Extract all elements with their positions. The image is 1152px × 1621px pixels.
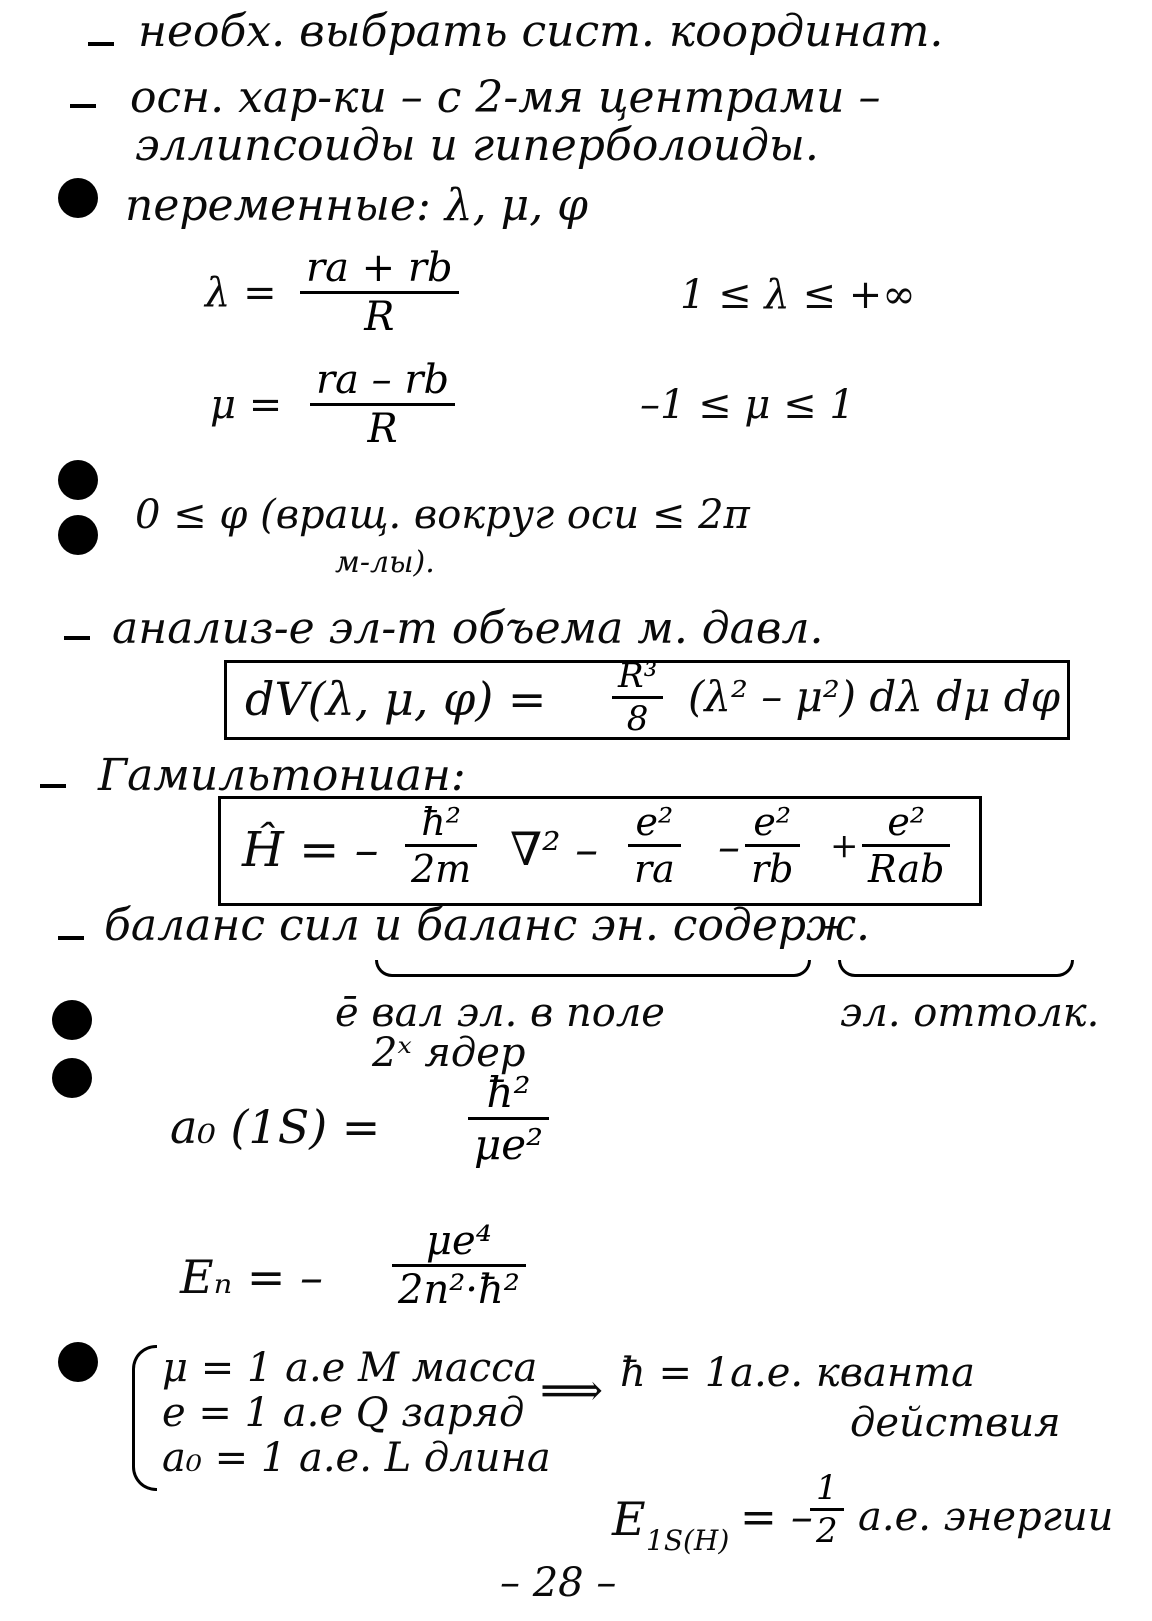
underbrace <box>375 960 811 977</box>
fraction <box>468 1068 549 1169</box>
note-line: e = 1 a.e Q заряд <box>162 1390 525 1436</box>
denominator: 2m <box>411 847 472 891</box>
bullet-dash <box>40 784 66 788</box>
numerator: R³ <box>612 656 663 699</box>
underbrace <box>838 960 1074 977</box>
bullet-dot <box>52 1058 92 1098</box>
numerator: e² <box>745 800 800 847</box>
numerator: ra – rb <box>310 357 455 406</box>
formula-term: ∇² – <box>510 822 599 876</box>
bullet-dot <box>58 460 98 500</box>
formula-lhs: λ = <box>205 270 277 316</box>
denominator: μe² <box>474 1120 543 1169</box>
numerator: μe⁴ <box>392 1218 526 1267</box>
bullet-dot <box>58 1342 98 1382</box>
fraction <box>810 1468 844 1551</box>
note-line: μ = 1 a.e M масса <box>162 1345 538 1391</box>
numerator: ħ² <box>405 800 477 847</box>
note-line: переменные: λ, μ, φ <box>125 180 588 231</box>
formula-lhs: Ĥ = – <box>242 822 379 878</box>
note-line: осн. хар-ки – с 2-мя центрами – <box>130 72 881 123</box>
note-line: ē вал эл. в поле <box>335 990 665 1036</box>
fraction <box>300 245 459 340</box>
formula-subscript: 1S(H) <box>646 1524 730 1557</box>
page-number: – 28 – <box>500 1560 617 1606</box>
note-line: действия <box>850 1400 1061 1446</box>
note-line: необх. выбрать сист. координат. <box>138 6 944 57</box>
fraction <box>310 357 455 452</box>
formula-term: + <box>830 826 859 866</box>
left-brace <box>132 1345 157 1491</box>
formula-lhs: μ = <box>210 382 283 428</box>
note-line: м-лы). <box>335 545 435 580</box>
denominator: 2 <box>816 1511 838 1551</box>
note-line: 0 ≤ φ (вращ. вокруг оси ≤ 2π <box>135 492 750 538</box>
formula-lhs: dV(λ, μ, φ) = <box>245 672 547 726</box>
denominator: R <box>367 406 398 452</box>
denominator: rb <box>751 847 794 891</box>
denominator: 2n²·ħ² <box>398 1267 520 1313</box>
bullet-dash <box>64 636 90 640</box>
denominator: ra <box>634 847 675 891</box>
note-line: анализ-е эл-т объема м. давл. <box>112 603 824 654</box>
fraction <box>612 656 663 739</box>
formula-rhs: (λ² – μ²) dλ dμ dφ <box>688 672 1061 721</box>
numerator: e² <box>628 800 681 847</box>
fraction <box>862 800 950 891</box>
note-line: 2ˣ ядер <box>372 1030 526 1076</box>
numerator: ra + rb <box>300 245 459 294</box>
numerator: 1 <box>810 1468 844 1511</box>
note-line: баланс сил и баланс эн. содерж. <box>104 900 871 951</box>
formula-range: –1 ≤ μ ≤ 1 <box>640 382 855 428</box>
fraction <box>405 800 477 891</box>
note-line: a₀ = 1 a.e. L длина <box>162 1435 551 1481</box>
note-line: эллипсоиды и гиперболоиды. <box>135 120 819 171</box>
bullet-dash <box>58 936 84 940</box>
formula-lhs: E <box>612 1492 646 1546</box>
denominator: 8 <box>626 699 649 739</box>
bullet-dot <box>52 1000 92 1040</box>
denominator: R <box>364 294 395 340</box>
fraction <box>628 800 681 891</box>
arrow-icon: ⟹ <box>540 1365 604 1416</box>
note-line: ħ = 1a.e. кванта <box>620 1350 975 1396</box>
bullet-dash <box>88 42 114 46</box>
bullet-dot <box>58 515 98 555</box>
bullet-dot <box>58 178 98 218</box>
formula-lhs: a₀ (1S) = <box>170 1100 381 1154</box>
formula-rhs: a.e. энергии <box>858 1494 1114 1540</box>
formula-range: 1 ≤ λ ≤ +∞ <box>680 272 916 318</box>
fraction <box>392 1218 526 1313</box>
denominator: Rab <box>868 847 945 891</box>
formula-term: = – <box>740 1492 813 1543</box>
formula-lhs: Eₙ = – <box>180 1250 324 1304</box>
formula-term: – <box>718 822 740 873</box>
note-line: эл. оттолк. <box>840 990 1100 1036</box>
bullet-dash <box>70 104 96 108</box>
numerator: e² <box>862 800 950 847</box>
numerator: ħ² <box>468 1068 549 1120</box>
fraction <box>745 800 800 891</box>
note-line: Гамильтониан: <box>98 750 466 801</box>
